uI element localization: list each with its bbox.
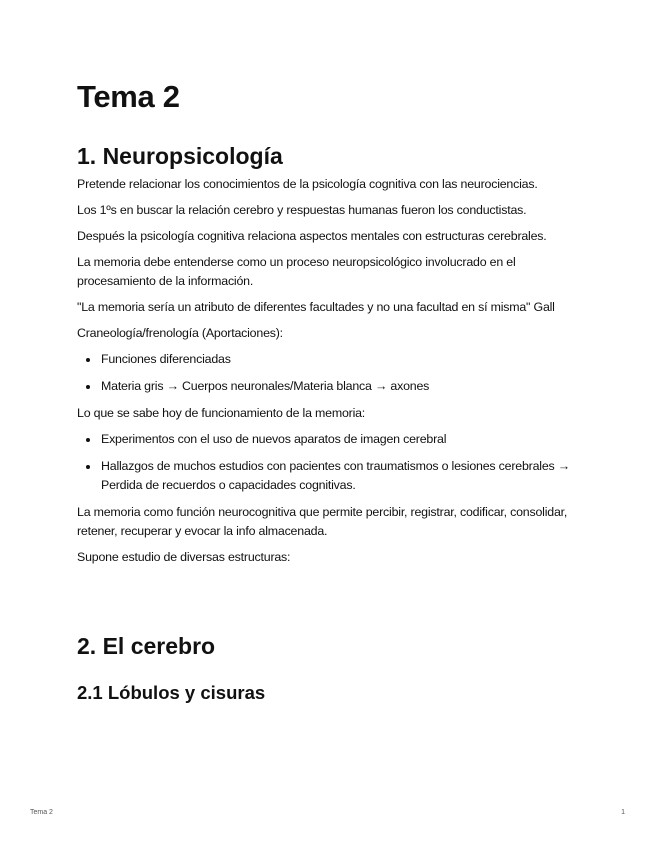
paragraph: Lo que se sabe hoy de funcionamiento de la memoria: — [77, 406, 366, 420]
paragraph: Los 1ºs en buscar la relación cerebro y respuestas humanas fueron los conductistas. — [77, 203, 527, 217]
subsection-heading-lobulos: 2.1 Lóbulos y cisuras — [77, 682, 266, 703]
list-item: Funciones diferenciadas — [101, 350, 577, 369]
list-item: Hallazgos de muchos estudios con pacientes con traumatismos o lesiones cerebrales → Perdida de recuerdos o capacidades cognitivas. — [101, 457, 577, 495]
page-number: 1 — [621, 809, 625, 816]
document-title: Tema 2 — [77, 79, 180, 114]
paragraph: La memoria como función neurocognitiva que permite percibir, registrar, codificar, consolidar, retener, recuperar y evocar la info almacenada. — [77, 505, 568, 538]
list-item: Materia gris → Cuerpos neuronales/Materia blanca → axones — [101, 377, 577, 396]
quote-paragraph: "La memoria sería un atributo de diferentes facultades y no una facultad en sí misma" Gall — [77, 300, 555, 314]
bullet-list — [77, 350, 577, 396]
paragraph: Craneología/frenología (Aportaciones): — [77, 326, 283, 340]
footer-title: Tema 2 — [30, 809, 53, 816]
bullet-list — [77, 430, 577, 495]
paragraph: Supone estudio de diversas estructuras: — [77, 550, 291, 564]
paragraph: La memoria debe entenderse como un proceso neuropsicológico involucrado en el procesamiento de la información. — [77, 255, 516, 288]
section-heading-neuropsicologia: 1. Neuropsicología — [77, 143, 283, 169]
paragraph: Después la psicología cognitiva relaciona aspectos mentales con estructuras cerebrales. — [77, 229, 547, 243]
section-body — [77, 175, 577, 574]
list-item: Experimentos con el uso de nuevos aparatos de imagen cerebral — [101, 430, 577, 449]
section-heading-el-cerebro: 2. El cerebro — [77, 633, 216, 659]
paragraph: Pretende relacionar los conocimientos de la psicología cognitiva con las neurociencias. — [77, 177, 538, 191]
